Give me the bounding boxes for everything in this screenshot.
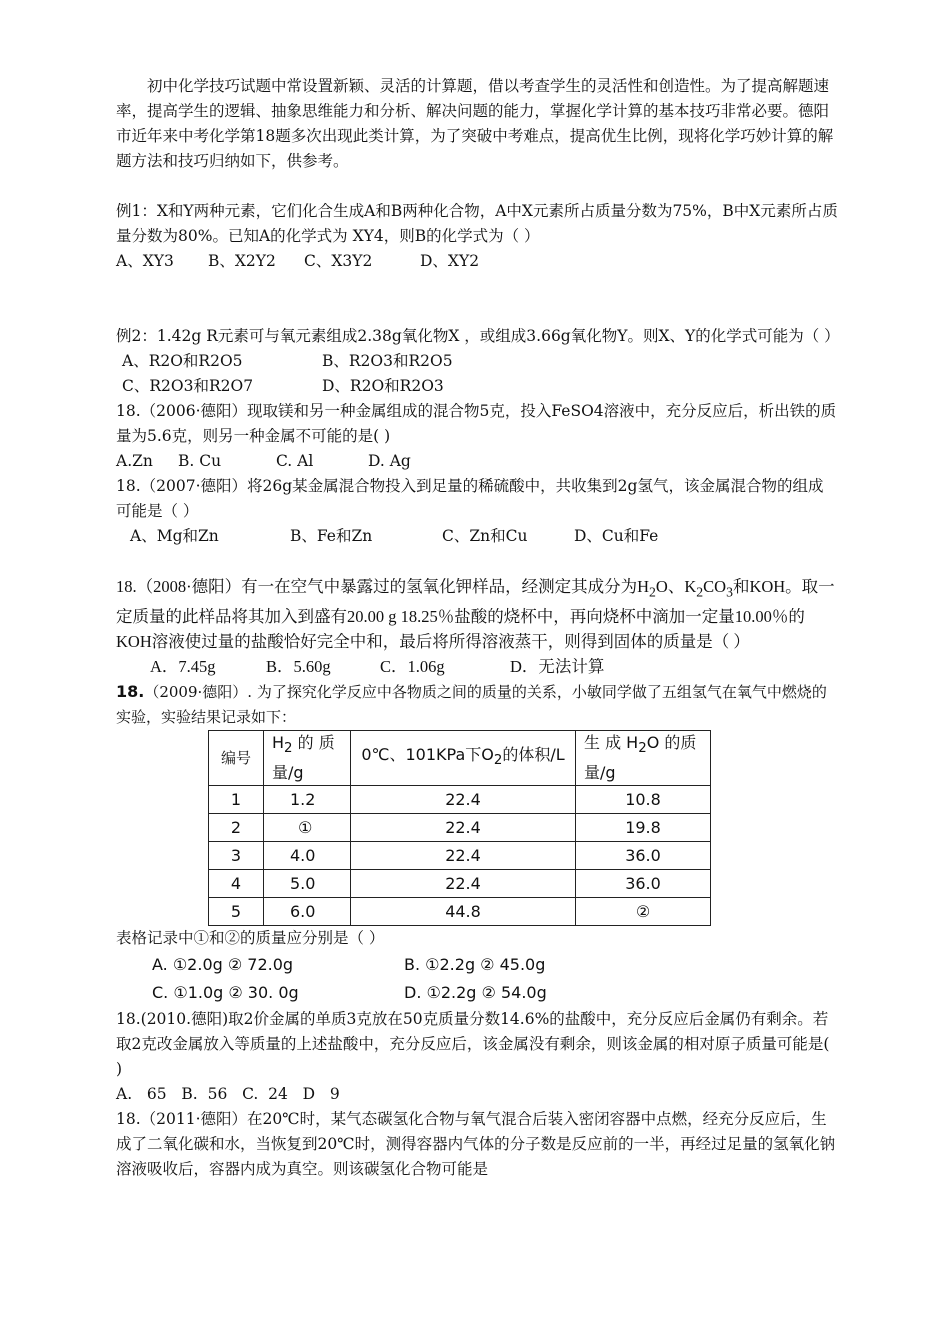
option-d: D. Ag [368, 452, 411, 470]
option-c: C、R2O3和R2O7 [122, 377, 254, 395]
header-cell-number: 编号 [209, 731, 264, 786]
option-a: A. ①2.0g ② 72.0g [152, 955, 294, 975]
cell-h2-mass: ① [264, 814, 351, 842]
cell-o2-volume: 22.4 [351, 870, 576, 898]
cell-h2o-mass: 10.8 [576, 786, 711, 814]
cell-o2-volume: 22.4 [351, 842, 576, 870]
cell-number: 2 [209, 814, 264, 842]
question-2009-options-row2 [116, 979, 838, 1007]
option-d: D、Cu和Fe [574, 527, 659, 545]
cell-number: 3 [209, 842, 264, 870]
question-2009-options-row1 [116, 951, 838, 979]
experiment-table [208, 730, 711, 926]
table-header-row [209, 731, 711, 786]
cell-o2-volume: 22.4 [351, 786, 576, 814]
cell-h2-mass: 1.2 [264, 786, 351, 814]
cell-number: 4 [209, 870, 264, 898]
option-c: C、X3Y2 [304, 252, 373, 270]
question-2010-options: A. 65 B. 56 C. 24 D 9 [116, 1085, 340, 1104]
cell-h2-mass: 5.0 [264, 870, 351, 898]
question-2006-options [116, 449, 838, 474]
option-a: A.Zn [116, 452, 153, 470]
table-row [209, 842, 711, 870]
option-c: C、Zn和Cu [442, 527, 528, 545]
intro-paragraph: 初中化学技巧试题中常设置新颖、灵活的计算题，借以考查学生的灵活性和创造性。为了提高解题速率，提高学生的逻辑、抽象思维能力和分析、解决问题的能力，掌握化学计算的基本技巧非常必要。德阳市近年来中考化学第18题多次出现此类计算，为了突破中考难点，提高优生比例，现将化学巧妙计算的解题方法和技巧归纳如下，供参考。 [116, 77, 834, 170]
option-d: D、R2O和R2O3 [322, 377, 444, 395]
question-2006-stem: 18.（2006·德阳）现取镁和另一种金属组成的混合物5克，投入FeSO4溶液中，充分反应后，析出铁的质量为5.6克，则另一种金属不可能的是( ) [116, 402, 837, 445]
option-b: B、R2O3和R2O5 [322, 352, 453, 370]
header-cell-h2o-mass: 生 成 $H_2O$ 的质量/g [576, 731, 711, 786]
example-2-stem: 例2：1.42g R元素可与氧元素组成2.38g氧化物X ，或组成3.66g氧化物Y。则X、Y的化学式可能为（ ） [116, 327, 840, 345]
cell-number: 5 [209, 898, 264, 926]
header-cell-h2-mass: $H_2$ 的 质量/g [264, 731, 351, 786]
option-d: D. ①2.2g ② 54.0g [404, 983, 547, 1003]
option-a: A、Mg和Zn [130, 527, 219, 545]
option-b: B、Fe和Zn [290, 527, 373, 545]
option-b: B．5.60g [266, 657, 331, 677]
cell-h2o-mass: 19.8 [576, 814, 711, 842]
cell-h2o-mass: 36.0 [576, 870, 711, 898]
question-2008-options [116, 654, 838, 679]
cell-h2-mass: 4.0 [264, 842, 351, 870]
example-2-options-row2 [116, 374, 838, 399]
question-2009-prompt: 表格记录中①和②的质量应分别是（ ） [116, 929, 385, 948]
question-2011-stem: 18.（2011·德阳）在20℃时，某气态碳氢化合物与氧气混合后装入密闭容器中点燃，经充分反应后，生成了二氧化碳和水，当恢复到20℃时，测得容器内气体的分子数是反应前的一半，再经过足量的氢氧化钠溶液吸收后，容器内成为真空。则该碳氢化合物可能是 [116, 1110, 836, 1179]
option-b: B. Cu [178, 452, 222, 470]
table-row [209, 814, 711, 842]
question-2008-stem: 18.（2008·德阳）有一在空气中暴露过的氢氧化钾样品，经测定其成分为$H_2O$、$K_2CO_3$和KOH。取一定质量的此样品将其加入到盛有20.00 g 18.25％盐酸的烧杯中，再向烧杯中滴加一定量10.00％的KOH溶液使过量的盐酸恰好完全中和，最后将所得溶液蒸干，则得到固体的质量是（ ） [116, 577, 835, 652]
option-b: B. ①2.2g ② 45.0g [404, 955, 546, 975]
cell-h2o-mass: 36.0 [576, 842, 711, 870]
option-c: C. Al [276, 452, 314, 470]
option-c: C．1.06g [380, 657, 445, 677]
cell-o2-volume: 22.4 [351, 814, 576, 842]
question-2007-stem: 18.（2007·德阳）将26g某金属混合物投入到足量的稀硫酸中，共收集到2g氢气，该金属混合物的组成可能是（ ） [116, 477, 824, 520]
question-2010-stem: 18.(2010.德阳)取2价金属的单质3克放在50克质量分数14.6%的盐酸中，充分反应后金属仍有剩余。若取2克改金属放入等质量的上述盐酸中，充分反应后，该金属没有剩余，则该金属的相对原子质量可能是( ) [116, 1010, 830, 1079]
table-row [209, 898, 711, 926]
example-1-stem: 例1：X和Y两种元素，它们化合生成A和B两种化合物，A中X元素所占质量分数为75%，B中X元素所占质量分数为80%。已知A的化学式为 XY4，则B的化学式为（ ） [116, 202, 838, 245]
option-d: D、XY2 [420, 252, 480, 270]
option-a: A、XY3 [116, 252, 174, 270]
option-d: D．无法计算 [510, 657, 605, 677]
table-row [209, 870, 711, 898]
cell-h2-mass: 6.0 [264, 898, 351, 926]
question-2009-stem: 18.（2009·德阳）. 为了探究化学反应中各物质之间的质量的关系，小敏同学做了五组氢气在氧气中燃烧的实验，实验结果记录如下： [116, 682, 827, 727]
cell-h2o-mass: ② [576, 898, 711, 926]
table-row [209, 786, 711, 814]
option-a: A．7.45g [150, 657, 216, 677]
header-cell-o2-volume: 0℃、101KPa下$O_2$的体积/L [351, 731, 576, 786]
option-a: A、R2O和R2O5 [122, 352, 243, 370]
example-2-options-row1 [116, 349, 838, 374]
cell-o2-volume: 44.8 [351, 898, 576, 926]
cell-number: 1 [209, 786, 264, 814]
option-b: B、X2Y2 [208, 252, 276, 270]
option-c: C. ①1.0g ② 30. 0g [152, 983, 299, 1003]
document-body [116, 74, 838, 1182]
question-2007-options [116, 524, 838, 549]
example-1-options [116, 249, 838, 274]
